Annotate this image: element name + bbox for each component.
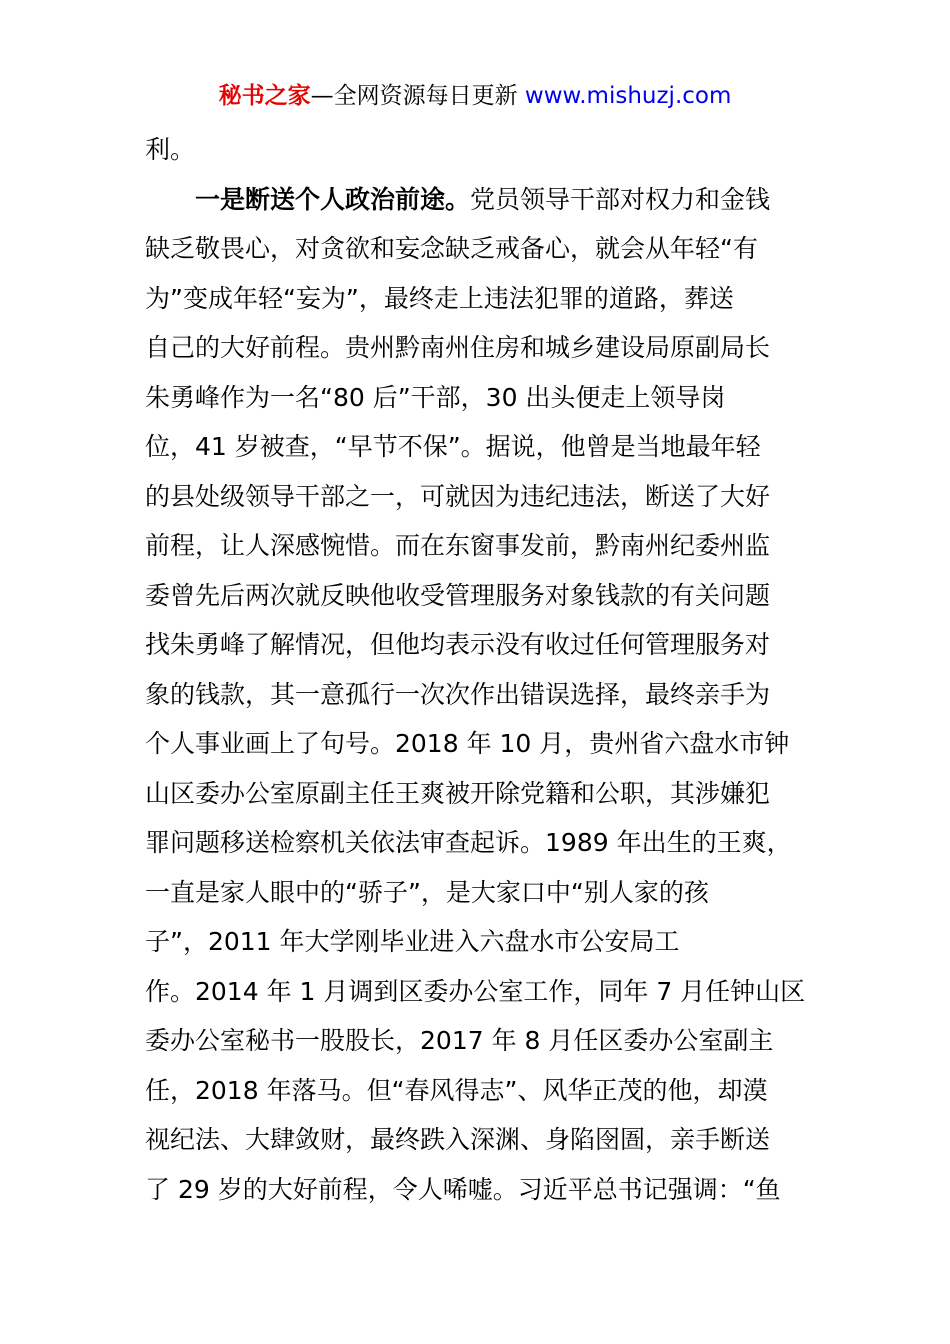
site-brand: 秘书之家 [218, 83, 311, 109]
text-line: 缺乏敬畏心，对贪欲和妄念缺乏戒备心，就会从年轻“有 [145, 234, 758, 263]
text-line: 子”，2011 年大学刚毕业进入六盘水市公安局工 [145, 927, 680, 956]
text-line: 个人事业画上了句号。2018 年 10 月，贵州省六盘水市钟 [145, 729, 790, 758]
text-line: 一直是家人眼中的“骄子”，是大家口中“别人家的孩 [145, 877, 709, 907]
site-url-link[interactable]: www.mishuzj.com [524, 83, 732, 109]
text-line: 前程，让人深感惋惜。而在东窗事发前，黔南州纪委州监 [145, 531, 771, 560]
text-line: 位，41 岁被查，“早节不保”。据说，他曾是当地最年轻 [145, 432, 761, 461]
text-line: 山区委办公室原副主任王爽被开除党籍和公职，其涉嫌犯 [145, 778, 771, 808]
text-line: 委曾先后两次就反映他收受管理服务对象钱款的有关问题 [145, 580, 771, 610]
text-line: 委办公室秘书一股股长，2017 年 8 月任区委办公室副主 [145, 1026, 774, 1055]
site-header [0, 80, 950, 112]
text-line: 任，2018 年落马。但“春风得志”、风华正茂的他，却漠 [145, 1075, 768, 1105]
text-line: 自己的大好前程。贵州黔南州住房和城乡建设局原副局长 [145, 333, 771, 362]
text-fragment: 党员领导干部对权力和金钱 [470, 184, 771, 214]
article-body [145, 125, 825, 1214]
text-line: 利。 [145, 135, 196, 164]
text-line: 找朱勇峰了解情况，但他均表示没有收过任何管理服务对 [145, 630, 771, 659]
text-line: 的县处级领导干部之一，可就因为违纪违法，断送了大好 [145, 481, 771, 511]
text-line: 视纪法、大肆敛财，最终跌入深渊、身陷囹圄，亲手断送 [145, 1125, 771, 1154]
site-tagline: —全网资源每日更新 [310, 83, 525, 109]
text-line: 朱勇峰作为一名“80 后”干部，30 出头便走上领导岗 [145, 382, 726, 412]
paragraph-heading: 一是断送个人政治前途。 [195, 184, 471, 214]
text-line: 罪问题移送检察机关依法审查起诉。1989 年出生的王爽， [145, 828, 792, 857]
text-line: 为”变成年轻“妄为”，最终走上违法犯罪的道路，葬送 [145, 283, 734, 313]
text-line: 象的钱款，其一意孤行一次次作出错误选择，最终亲手为 [145, 679, 771, 709]
paragraph-first-line [145, 175, 825, 225]
text-line: 作。2014 年 1 月调到区委办公室工作，同年 7 月任钟山区 [145, 976, 806, 1006]
text-line: 了 29 岁的大好前程，令人唏嘘。习近平总书记强调：“鱼 [145, 1174, 781, 1204]
